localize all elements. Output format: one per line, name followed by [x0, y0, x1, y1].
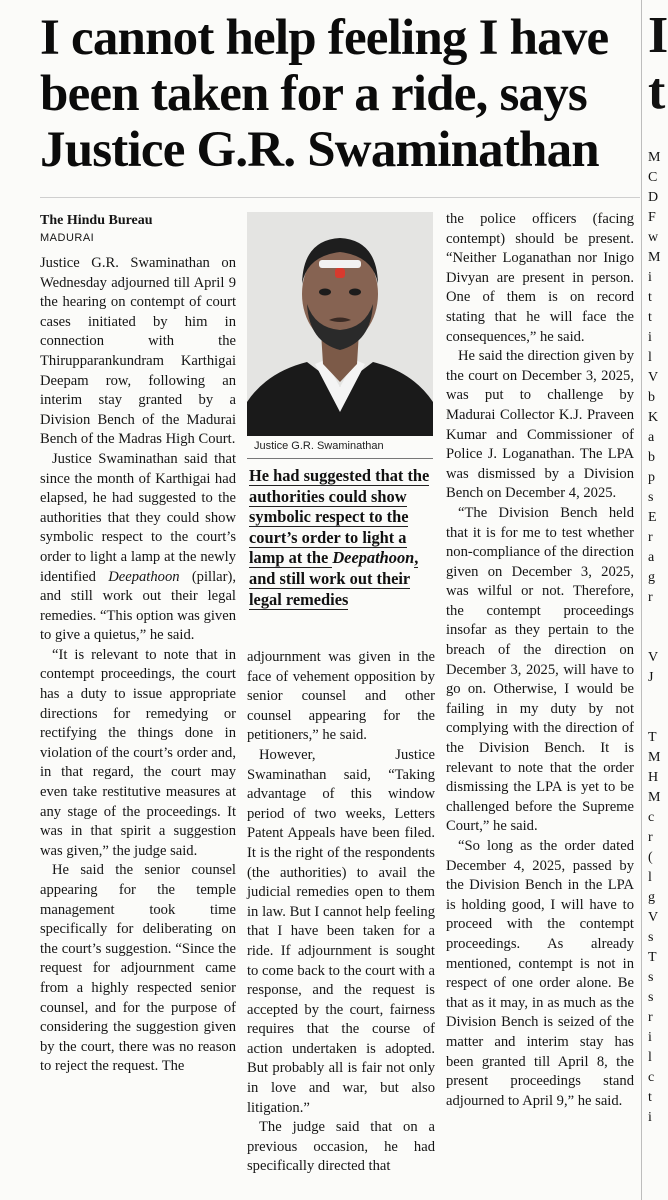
- dateline: MADURAI: [40, 232, 95, 244]
- neighbor-letter: g: [648, 570, 655, 585]
- neighbor-letter: a: [648, 430, 655, 445]
- neighbor-letter: V: [648, 370, 659, 385]
- neighbor-letter: r: [648, 530, 653, 545]
- column-divider: [641, 0, 642, 1200]
- neighbor-letter: V: [648, 910, 659, 925]
- neighbor-letter: r: [648, 830, 653, 845]
- paragraph: “So long as the order dated December 4, 2025, passed by the Division Bench in the LPA is holding good, I will have to proceed with the contempt proceedings. As already mentioned, contempt is not in respect of one order alone. Be that as it may, in as much as the Division Bench is seized of the matter and interim stay has been granted till April 8, the present proceedings stand adjourned to April 9,” he said.: [446, 838, 634, 1109]
- caption-rule: [247, 458, 433, 459]
- text-run: (pillar), and still work out their legal remedies. “This option was given to give a quietus,” he said.: [40, 568, 236, 644]
- neighbor-letter: t: [648, 290, 652, 305]
- neighbor-letter: M: [648, 150, 661, 165]
- portrait-photo: [247, 212, 433, 436]
- neighbor-letter: E: [648, 510, 657, 525]
- neighbor-headline-glyph-1: I: [648, 7, 668, 64]
- neighbor-letter: D: [648, 190, 659, 205]
- paragraph: adjournment was given in the face of vehement opposition by senior counsel and other counsel appearing for the petitioners,” he said.: [247, 649, 435, 744]
- paragraph: He said the direction given by the court on December 3, 2025, was put to challenge by Madurai Collector K.J. Praveen Kumar and Commissioner of Police J. Loganathan. The LPA was dismissed by a Division Bench on December 4, 2025.: [446, 348, 634, 502]
- neighbor-headline-glyph-2: t: [648, 63, 666, 120]
- paragraph: He said the senior counsel appearing for the temple management took time specifically for deliberating on the court’s suggestion. “Since the request for adjournment came from a highly respected senior counsel, and for the purpose of considering the suggestion given by the court, there was no reason to reject the request. The: [40, 862, 236, 1075]
- neighbor-letter: J: [648, 670, 654, 685]
- article-column-1: [40, 212, 236, 1077]
- neighbor-letter: i: [648, 330, 652, 345]
- headline-line: Justice G.R. Swaminathan: [40, 122, 599, 178]
- neighbor-letter: T: [648, 950, 657, 965]
- paragraph: “It is relevant to note that in contempt proceedings, the court has a duty to issue appropriate directions for remedying or rectifying the things done in violation of the court’s order and, in that regard, the court may even take restitutive measures at any stage of the proceedings. It was in that spirit a suggestion was given,” the judge said.: [40, 646, 236, 859]
- neighbor-letter: p: [648, 470, 655, 485]
- headline-rule: [40, 197, 640, 198]
- neighbor-letter: b: [648, 390, 655, 405]
- neighbor-letter: i: [648, 1110, 652, 1125]
- neighbor-letter: c: [648, 1070, 655, 1085]
- neighbor-letter: c: [648, 810, 655, 825]
- headline-line: I cannot help feeling I have: [40, 10, 609, 66]
- neighbor-letter: t: [648, 1090, 652, 1105]
- article-column-2: [247, 648, 435, 1177]
- neighbor-letter: K: [648, 410, 659, 425]
- paragraph: [40, 450, 236, 646]
- byline: The Hindu Bureau: [40, 213, 153, 228]
- neighbor-letter: i: [648, 270, 652, 285]
- neighbor-letter: g: [648, 890, 655, 905]
- headline: [40, 10, 640, 178]
- neighbor-letter: b: [648, 450, 655, 465]
- neighbor-letter: M: [648, 250, 661, 265]
- pull-quote-text: , and still work out their legal remedies: [249, 548, 419, 609]
- neighbor-letter: C: [648, 170, 658, 185]
- neighbor-letter: (: [648, 850, 653, 865]
- neighbor-letter: s: [648, 490, 654, 505]
- headline-line: been taken for a ride, says: [40, 66, 587, 122]
- neighbor-letter: s: [648, 970, 654, 985]
- neighbor-letter: r: [648, 590, 653, 605]
- photo-caption: Justice G.R. Swaminathan: [254, 440, 384, 452]
- neighbor-letter: M: [648, 750, 661, 765]
- neighbor-letter: a: [648, 550, 655, 565]
- paragraph: The judge said that on a previous occasion, he had specifically directed that: [247, 1119, 435, 1175]
- neighbor-letter: l: [648, 1050, 652, 1065]
- neighbor-letter: i: [648, 1030, 652, 1045]
- portrait-image: [247, 212, 433, 436]
- paragraph: Justice G.R. Swaminathan on Wednesday adjourned till April 9 the hearing on contempt of court cases initiated by him in connection with the Thirupparankundram Karthigai Deepam row, following an interim stay granted by a Division Bench of the Madurai Bench of the Madras High Court.: [40, 255, 236, 448]
- neighbor-letter: w: [648, 230, 659, 245]
- article-column-3: [446, 210, 634, 1111]
- paragraph: “The Division Bench held that it is for me to test whether non-compliance of the direction given on December 3, 2025, was wilful or not. Therefore, the contempt proceedings insofar as they pertain to the breach of the direction on December 3, 2025, will have to go on. Otherwise, I would be failing in my duty by not complying with the direction of the Division Bench. It is relevant to note that the order dismissing the LPA is yet to be challenged before the Supreme Court,” he said.: [446, 504, 634, 835]
- neighbor-letter: r: [648, 1010, 653, 1025]
- neighbor-letter: M: [648, 790, 661, 805]
- neighbor-letter: t: [648, 310, 652, 325]
- pull-quote: [249, 466, 435, 610]
- neighbor-letter: V: [648, 650, 659, 665]
- neighbor-letter: s: [648, 990, 654, 1005]
- text-run: Justice Swaminathan said that since the month of Karthigai had elapsed, he had suggested to the authorities that they could show symbolic respect to the court’s order to light a lamp at the newly identified: [40, 450, 236, 585]
- neighbor-letter: H: [648, 770, 659, 785]
- neighbor-letter: l: [648, 350, 652, 365]
- neighbor-letter: s: [648, 930, 654, 945]
- neighbor-letter: F: [648, 210, 656, 225]
- neighbor-letter: l: [648, 870, 652, 885]
- paragraph: However, Justice Swaminathan said, “Taking advantage of this window period of two weeks, Letters Patent Appeals have been filed. It is the right of the respondents (the authorities) to avail the judicial remedies open to them in law. But I cannot help feeling that I have been taken for a ride. If adjournment is sought to come back to the court with a response, and the request is accepted by the court, fairness requires that the course of action undertaken is adopted. But probably all is fair not only in love and war, but also litigation.”: [247, 746, 435, 1116]
- paragraph: the police officers (facing contempt) should be present. “Neither Loganathan nor Inigo Divyan are present in person. One of them is on record stating that he will face the consequences,” he said.: [446, 211, 634, 345]
- italic-term: Deepathoon: [108, 568, 180, 585]
- pull-quote-emphasis: Deepathoon: [332, 548, 415, 568]
- neighbor-letter: T: [648, 730, 657, 745]
- pull-quote-text: He had suggested that the authorities could show symbolic respect to the court’s order to light a lamp at the: [249, 466, 430, 568]
